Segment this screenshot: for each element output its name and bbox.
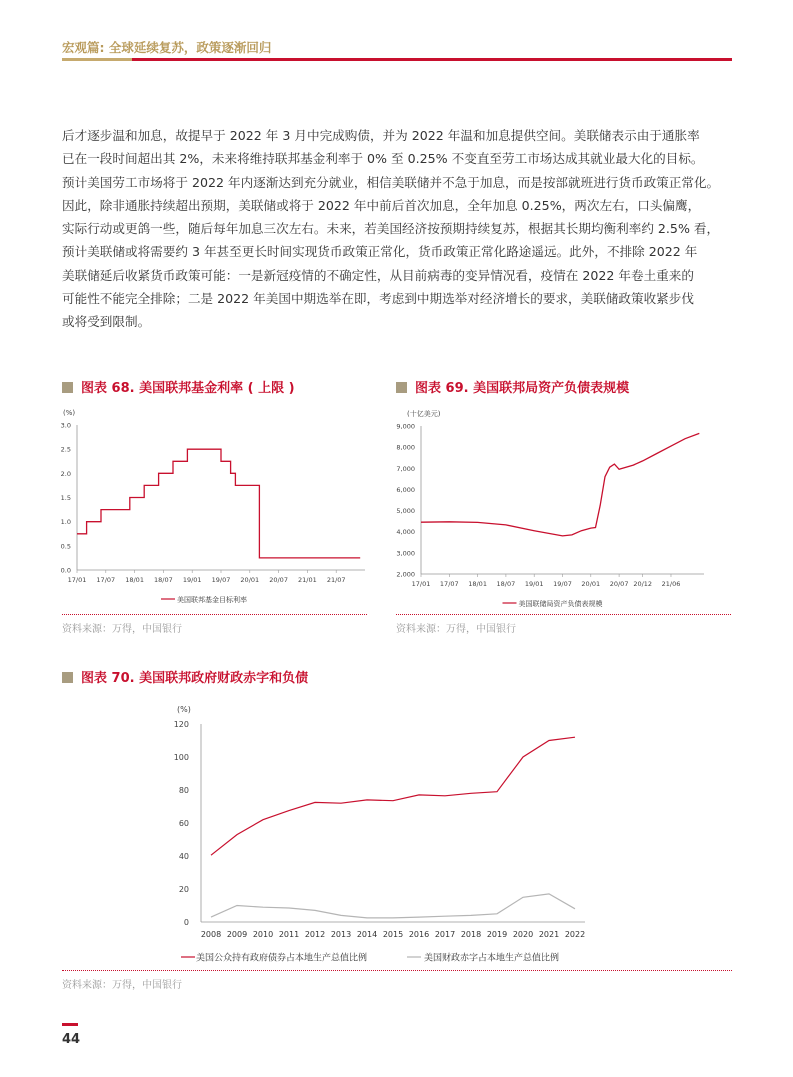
y-tick-label: 1.0 (60, 518, 71, 527)
x-tick-label: 20/07 (609, 580, 629, 588)
y-tick-label: 7,000 (396, 464, 415, 473)
x-tick-label: 2008 (200, 930, 222, 939)
y-tick-label: 80 (178, 786, 189, 795)
chart70-title-text: 图表 70. 美国联邦政府财政赤字和负债 (81, 671, 309, 686)
chart68 (55, 402, 375, 612)
x-tick-label: 2009 (226, 930, 248, 939)
header-title: 宏观篇: 全球延续复苏，政策逐渐回归 (62, 40, 272, 55)
x-tick-label: 2013 (330, 930, 352, 939)
paragraph-line: 因此，除非通胀持续超出预期，美联储或将于 2022 年中前后首次加息，全年加息 0.25%，两次左右，口头偏鹰， (62, 197, 701, 213)
paragraph-line: 美联储延后收紧货币政策可能：一是新冠疫情的不确定性，从目前病毒的变异情况看，疫情在 2022 年卷土重来的 (62, 267, 694, 283)
x-tick-label: 17/01 (67, 576, 87, 584)
chart70 (155, 700, 615, 968)
chart70-source: 资料来源：万得，中国银行 (62, 980, 182, 991)
axis-unit-label: (十亿美元) (407, 410, 441, 418)
y-tick-label: 40 (178, 852, 189, 861)
x-tick-label: 17/07 (439, 580, 459, 588)
x-tick-label: 18/01 (468, 580, 487, 588)
y-tick-label: 20 (178, 885, 189, 894)
chart68-title-text: 图表 68. 美国联邦基金利率 ( 上限 ) (81, 381, 295, 396)
chart68-source: 资料来源：万得，中国银行 (62, 624, 182, 635)
y-tick-label: 5,000 (396, 507, 415, 516)
x-tick-label: 21/01 (298, 576, 317, 584)
chart69-title (396, 377, 629, 396)
x-tick-label: 2020 (512, 930, 534, 939)
page-number: 44 (62, 1032, 81, 1047)
x-tick-label: 2022 (564, 930, 586, 939)
square-bullet-icon (396, 382, 407, 393)
x-tick-label: 2015 (382, 930, 404, 939)
x-tick-label: 2019 (486, 930, 508, 939)
axis-unit-label: (%) (63, 409, 76, 417)
x-tick-label: 2016 (408, 930, 430, 939)
x-tick-label: 20/01 (581, 580, 601, 588)
chart69-source: 资料来源：万得，中国银行 (396, 624, 516, 635)
y-tick-label: 0.0 (60, 566, 71, 575)
x-tick-label: 18/01 (125, 576, 144, 584)
x-tick-label: 20/12 (633, 580, 653, 588)
paragraph-line: 或将受到限制。 (62, 314, 151, 330)
x-tick-label: 17/01 (411, 580, 431, 588)
chart69 (388, 402, 718, 612)
x-tick-label: 2014 (356, 930, 378, 939)
y-tick-label: 9,000 (396, 422, 415, 431)
y-tick-label: 120 (173, 720, 189, 729)
x-tick-label: 19/07 (211, 576, 231, 584)
header-rule-red (132, 58, 732, 61)
y-tick-label: 4,000 (396, 528, 415, 537)
y-tick-label: 0.5 (60, 542, 71, 551)
legend-label: 美国公众持有政府债券占本地生产总值比例 (196, 953, 368, 964)
y-tick-label: 3,000 (396, 549, 415, 558)
y-tick-label: 8,000 (396, 443, 415, 452)
y-tick-label: 1.5 (60, 494, 71, 502)
x-tick-label: 2010 (252, 930, 274, 939)
x-tick-label: 17/07 (96, 576, 116, 584)
chart68-title (62, 377, 295, 396)
x-tick-label: 2011 (278, 930, 300, 939)
series-line (421, 433, 699, 536)
paragraph-line: 已在一段时间超出其 2%，未来将维持联邦基金利率于 0% 至 0.25% 不变直至劳工市场达成其就业最大化的目标。 (62, 151, 704, 167)
x-tick-label: 18/07 (496, 580, 516, 588)
x-tick-label: 20/07 (269, 576, 288, 584)
y-tick-label: 2.0 (60, 469, 71, 478)
body-paragraph (62, 124, 734, 334)
header-rule-gold (62, 58, 132, 61)
x-tick-label: 2021 (538, 930, 560, 939)
x-tick-label: 21/06 (661, 580, 681, 588)
paragraph-line: 预计美联储或将需要约 3 年甚至更长时间实现货币政策正常化，货币政策正常化路途遥远。此外，不排除 2022 年 (62, 244, 698, 260)
x-tick-label: 2018 (460, 930, 482, 939)
x-tick-label: 19/01 (524, 580, 544, 588)
axis-unit-label: (%) (177, 705, 191, 714)
square-bullet-icon (62, 672, 73, 683)
paragraph-line: 实际行动或更鸽一些，随后每年加息三次左右。未来，若美国经济按预期持续复苏，根据其长期均衡利率约 2.5% 看， (62, 221, 720, 237)
page-number-mark (62, 1023, 78, 1026)
square-bullet-icon (62, 382, 73, 393)
paragraph-line: 预计美国劳工市场将于 2022 年内逐渐达到充分就业，相信美联储并不急于加息，而是按部就班进行货币政策正常化。 (62, 174, 720, 190)
x-tick-label: 19/01 (182, 576, 202, 584)
paragraph-line: 后才逐步温和加息，故提早于 2022 年 3 月中完成购债，并为 2022 年温和加息提供空间。美联储表示由于通胀率 (62, 128, 700, 143)
chart68-divider (62, 614, 367, 615)
x-tick-label: 21/07 (326, 576, 346, 584)
chart69-divider (396, 614, 731, 615)
chart70-divider (62, 970, 732, 971)
legend-label: 美国联邦基金目标利率 (177, 596, 247, 604)
x-tick-label: 19/07 (553, 580, 572, 588)
x-tick-label: 2012 (304, 930, 326, 939)
y-tick-label: 60 (178, 819, 189, 828)
y-tick-label: 0 (183, 918, 189, 927)
legend-label: 美国财政赤字占本地生产总值比例 (424, 953, 560, 964)
y-tick-label: 2,000 (396, 570, 415, 579)
series-line (211, 737, 575, 855)
chart69-title-text: 图表 69. 美国联邦局资产负债表规模 (415, 381, 630, 396)
chart70-title (62, 667, 308, 686)
series-line (211, 894, 575, 918)
x-tick-label: 2017 (434, 930, 456, 939)
legend-label: 美国联储局资产负债表规模 (518, 600, 603, 608)
paragraph-line: 可能性不能完全排除；二是 2022 年美国中期选举在即，考虑到中期选举对经济增长的要求，美联储政策收紧步伐 (62, 291, 694, 307)
series-line (77, 449, 360, 558)
y-tick-label: 100 (173, 753, 189, 762)
x-tick-label: 20/01 (240, 576, 260, 584)
y-tick-label: 3.0 (60, 421, 71, 430)
y-tick-label: 2.5 (60, 445, 71, 454)
x-tick-label: 18/07 (154, 576, 173, 584)
y-tick-label: 6,000 (396, 485, 415, 494)
